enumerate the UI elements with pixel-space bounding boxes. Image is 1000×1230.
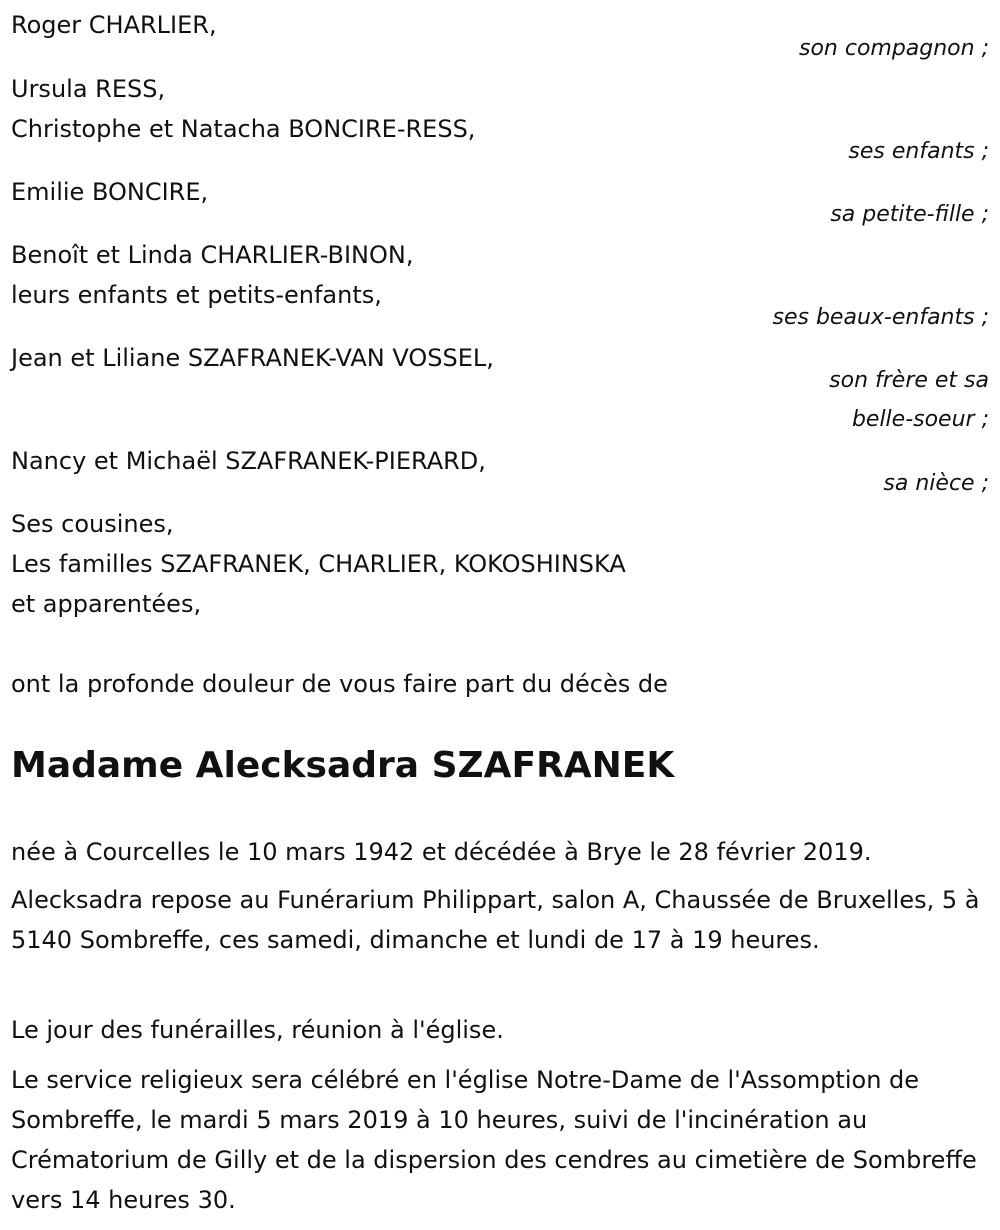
- relation-label-6: sa nièce ;: [883, 471, 989, 496]
- family-line-4: Emilie BONCIRE,: [11, 178, 209, 206]
- relation-label-5b: belle-soeur ;: [851, 407, 989, 432]
- funeral-home-paragraph: Alecksadra repose au Funérarium Philippart, salon A, Chaussée de Bruxelles, 5 à 5140 Sombreffe, ces samedi, dimanche et lundi de 17 à 19 heures.: [11, 886, 980, 954]
- service-paragraph: Le service religieux sera célébré en l'église Notre-Dame de l'Assomption de Sombreffe, le mardi 5 mars 2019 à 10 heures, suivi de l'incinération au Crématorium de Gilly et de la dispersion des cendres au cimetière de Sombreffe vers 14 heures 30.: [11, 1066, 977, 1214]
- family-line-3: Christophe et Natacha BONCIRE-RESS,: [11, 115, 476, 143]
- family-line-10: Les familles SZAFRANEK, CHARLIER, KOKOSHINSKA: [11, 550, 626, 578]
- relation-label-1: son compagnon ;: [798, 36, 989, 61]
- relation-label-3: sa petite-fille ;: [830, 202, 989, 227]
- family-line-7: Jean et Liliane SZAFRANEK-VAN VOSSEL,: [11, 344, 494, 372]
- relation-label-5a: son frère et sa: [829, 368, 989, 393]
- relation-label-2: ses enfants ;: [848, 139, 989, 164]
- birth-death-paragraph: née à Courcelles le 10 mars 1942 et décédée à Brye le 28 février 2019.: [11, 838, 872, 866]
- family-line-5: Benoît et Linda CHARLIER-BINON,: [11, 241, 414, 269]
- family-line-11: et apparentées,: [11, 590, 202, 618]
- family-line-6: leurs enfants et petits-enfants,: [11, 281, 382, 309]
- family-line-8: Nancy et Michaël SZAFRANEK-PIERARD,: [11, 447, 486, 475]
- meeting-paragraph: Le jour des funérailles, réunion à l'église.: [11, 1016, 504, 1044]
- family-line-2: Ursula RESS,: [11, 75, 166, 103]
- family-line-9: Ses cousines,: [11, 510, 174, 538]
- relation-label-4: ses beaux-enfants ;: [772, 305, 989, 330]
- deceased-name: Madame Alecksadra SZAFRANEK: [11, 745, 675, 786]
- family-line-1: Roger CHARLIER,: [11, 11, 217, 39]
- announcement-text: ont la profonde douleur de vous faire part du décès de: [11, 670, 668, 698]
